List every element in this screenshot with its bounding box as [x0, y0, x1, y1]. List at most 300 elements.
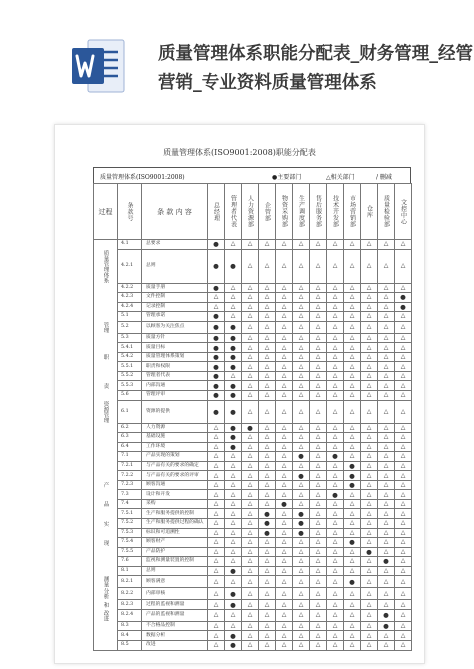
related-department-mark: △	[327, 333, 344, 343]
related-department-mark: △	[225, 240, 242, 250]
related-department-mark: △	[378, 333, 395, 343]
related-department-mark: △	[276, 621, 293, 631]
related-department-mark: △	[276, 433, 293, 443]
related-department-mark: △	[276, 461, 293, 471]
related-department-mark: △	[293, 293, 310, 303]
related-department-mark: △	[395, 240, 412, 250]
process-cell	[94, 471, 118, 481]
related-department-mark: △	[242, 588, 259, 600]
related-department-mark: △	[361, 352, 378, 362]
main-department-mark: ●	[225, 423, 242, 433]
related-department-mark: △	[378, 480, 395, 490]
department-header: 总经理	[208, 184, 225, 240]
related-department-mark: △	[293, 557, 310, 567]
main-department-mark: ●	[344, 576, 361, 588]
clause-content: 内部审核	[142, 588, 208, 600]
related-department-mark: △	[378, 499, 395, 509]
table-row	[94, 452, 412, 462]
related-department-mark: △	[259, 240, 276, 250]
related-department-mark: △	[395, 609, 412, 621]
main-department-mark: ●	[208, 391, 225, 401]
main-department-mark: ●	[395, 302, 412, 312]
main-department-mark: ●	[225, 391, 242, 401]
related-department-mark: △	[208, 621, 225, 631]
related-department-mark: △	[293, 381, 310, 391]
related-department-mark: △	[310, 333, 327, 343]
related-department-mark: △	[259, 381, 276, 391]
clause-number: 7.5.4	[118, 538, 142, 548]
related-department-mark: △	[242, 480, 259, 490]
related-department-mark: △	[378, 362, 395, 372]
department-header: 物资采购部	[276, 184, 293, 240]
related-department-mark: △	[293, 371, 310, 381]
related-department-mark: △	[344, 621, 361, 631]
related-department-mark: △	[293, 490, 310, 500]
related-department-mark: △	[378, 547, 395, 557]
table-row	[94, 588, 412, 600]
related-department-mark: △	[361, 609, 378, 621]
legend-row	[93, 167, 411, 183]
related-department-mark: △	[259, 312, 276, 322]
main-department-mark: ●	[378, 557, 395, 567]
related-department-mark: △	[259, 343, 276, 353]
related-department-mark: △	[327, 293, 344, 303]
related-department-mark: △	[310, 499, 327, 509]
related-department-mark: △	[327, 576, 344, 588]
related-department-mark: △	[310, 609, 327, 621]
legend-cut: / 删减	[376, 174, 392, 181]
related-department-mark: △	[242, 528, 259, 538]
clause-number: 8.2.2	[118, 588, 142, 600]
related-department-mark: △	[293, 588, 310, 600]
header-row	[94, 184, 412, 240]
related-department-mark: △	[378, 249, 395, 283]
related-department-mark: △	[276, 442, 293, 452]
related-department-mark: △	[395, 452, 412, 462]
related-department-mark: △	[276, 302, 293, 312]
related-department-mark: △	[276, 600, 293, 610]
related-department-mark: △	[293, 600, 310, 610]
related-department-mark: △	[276, 557, 293, 567]
related-department-mark: △	[395, 381, 412, 391]
main-department-mark: ●	[208, 371, 225, 381]
main-department-mark: ●	[293, 452, 310, 462]
word-document-icon	[68, 36, 128, 96]
related-department-mark: △	[327, 343, 344, 353]
main-department-mark: ●	[225, 249, 242, 283]
clause-number: 8.2.1	[118, 576, 142, 588]
department-header: 技术开发部	[327, 184, 344, 240]
clause-content: 内部沟通	[142, 381, 208, 391]
related-department-mark: △	[395, 371, 412, 381]
table-row	[94, 547, 412, 557]
related-department-mark: △	[259, 333, 276, 343]
related-department-mark: △	[310, 362, 327, 372]
legend-system: 质量管理体系(ISO9001:2008)	[100, 174, 185, 181]
main-department-mark: ●	[208, 321, 225, 333]
process-cell: 质量管理体系	[94, 249, 118, 283]
related-department-mark: △	[225, 471, 242, 481]
related-department-mark: △	[293, 621, 310, 631]
process-cell: 测量	[94, 576, 118, 588]
main-department-mark: ●	[378, 609, 395, 621]
related-department-mark: △	[225, 557, 242, 567]
related-department-mark: △	[293, 391, 310, 401]
related-department-mark: △	[310, 547, 327, 557]
related-department-mark: △	[225, 509, 242, 519]
related-department-mark: △	[310, 321, 327, 333]
related-department-mark: △	[242, 557, 259, 567]
clause-content: 产品防护	[142, 547, 208, 557]
related-department-mark: △	[361, 600, 378, 610]
clause-number: 7.4	[118, 499, 142, 509]
related-department-mark: △	[242, 576, 259, 588]
related-department-mark: △	[395, 576, 412, 588]
related-department-mark: △	[361, 461, 378, 471]
related-department-mark: △	[259, 321, 276, 333]
clause-content: 质量目标	[142, 343, 208, 353]
related-department-mark: △	[242, 400, 259, 423]
related-department-mark: △	[361, 343, 378, 353]
process-cell: 品	[94, 499, 118, 509]
related-department-mark: △	[327, 362, 344, 372]
related-department-mark: △	[293, 333, 310, 343]
legend-main: ●主要部门	[272, 174, 302, 181]
department-header: 管理者代表	[225, 184, 242, 240]
related-department-mark: △	[327, 480, 344, 490]
clause-content: 人力资源	[142, 423, 208, 433]
main-department-mark: ●	[225, 442, 242, 452]
clause-number: 6.2	[118, 423, 142, 433]
table-row	[94, 528, 412, 538]
clause-number: 7.3	[118, 490, 142, 500]
related-department-mark: △	[293, 400, 310, 423]
related-department-mark: △	[327, 321, 344, 333]
related-department-mark: △	[361, 490, 378, 500]
table-row	[94, 433, 412, 443]
related-department-mark: △	[276, 528, 293, 538]
related-department-mark: △	[276, 312, 293, 322]
related-department-mark: △	[395, 283, 412, 293]
related-department-mark: △	[276, 321, 293, 333]
process-cell: 资源管理	[94, 400, 118, 423]
clause-number: 7.5.1	[118, 509, 142, 519]
main-department-mark: ●	[225, 362, 242, 372]
related-department-mark: △	[242, 442, 259, 452]
related-department-mark: △	[310, 631, 327, 641]
related-department-mark: △	[259, 433, 276, 443]
clause-content: 顾客沟通	[142, 480, 208, 490]
related-department-mark: △	[361, 509, 378, 519]
related-department-mark: △	[310, 480, 327, 490]
table-row	[94, 249, 412, 283]
related-department-mark: △	[242, 538, 259, 548]
clause-content: 总则	[142, 566, 208, 576]
clause-number: 5.5.1	[118, 362, 142, 372]
related-department-mark: △	[378, 452, 395, 462]
clause-number: 5.5.3	[118, 381, 142, 391]
related-department-mark: △	[361, 362, 378, 372]
related-department-mark: △	[378, 352, 395, 362]
related-department-mark: △	[310, 461, 327, 471]
main-department-mark: ●	[259, 528, 276, 538]
related-department-mark: △	[225, 576, 242, 588]
related-department-mark: △	[293, 499, 310, 509]
table-row	[94, 343, 412, 353]
related-department-mark: △	[344, 640, 361, 650]
related-department-mark: △	[259, 352, 276, 362]
related-department-mark: △	[327, 249, 344, 283]
table-row	[94, 499, 412, 509]
related-department-mark: △	[361, 631, 378, 641]
main-department-mark: ●	[378, 621, 395, 631]
related-department-mark: △	[310, 302, 327, 312]
related-department-mark: △	[395, 480, 412, 490]
related-department-mark: △	[225, 312, 242, 322]
related-department-mark: △	[310, 400, 327, 423]
related-department-mark: △	[259, 640, 276, 650]
related-department-mark: △	[395, 423, 412, 433]
clause-number: 5.4.1	[118, 343, 142, 353]
main-department-mark: ●	[225, 352, 242, 362]
clause-content: 改进	[142, 640, 208, 650]
related-department-mark: △	[276, 240, 293, 250]
related-department-mark: △	[361, 566, 378, 576]
process-cell: 现	[94, 538, 118, 548]
main-department-mark: ●	[327, 490, 344, 500]
department-header: 仓库	[361, 184, 378, 240]
related-department-mark: △	[293, 576, 310, 588]
related-department-mark: △	[378, 312, 395, 322]
related-department-mark: △	[378, 600, 395, 610]
clause-number: 7.2.2	[118, 471, 142, 481]
related-department-mark: △	[327, 471, 344, 481]
related-department-mark: △	[395, 528, 412, 538]
related-department-mark: △	[310, 600, 327, 610]
related-department-mark: △	[327, 519, 344, 529]
related-department-mark: △	[378, 566, 395, 576]
department-header: 企管部	[259, 184, 276, 240]
related-department-mark: △	[395, 519, 412, 529]
related-department-mark: △	[259, 362, 276, 372]
related-department-mark: △	[276, 490, 293, 500]
related-department-mark: △	[344, 352, 361, 362]
process-cell	[94, 509, 118, 519]
related-department-mark: △	[225, 547, 242, 557]
related-department-mark: △	[378, 433, 395, 443]
related-department-mark: △	[225, 293, 242, 303]
main-department-mark: ●	[361, 547, 378, 557]
related-department-mark: △	[361, 576, 378, 588]
related-department-mark: △	[361, 333, 378, 343]
related-department-mark: △	[242, 293, 259, 303]
related-department-mark: △	[242, 640, 259, 650]
main-department-mark: ●	[225, 381, 242, 391]
related-department-mark: △	[259, 631, 276, 641]
related-department-mark: △	[378, 400, 395, 423]
clause-content: 以顾客为关注焦点	[142, 321, 208, 333]
table-row	[94, 240, 412, 250]
department-header: 质量检验部	[378, 184, 395, 240]
related-department-mark: △	[310, 566, 327, 576]
related-department-mark: △	[395, 557, 412, 567]
related-department-mark: △	[242, 631, 259, 641]
process-cell	[94, 631, 118, 641]
process-header: 过程	[94, 184, 118, 240]
process-cell	[94, 333, 118, 343]
related-department-mark: △	[344, 609, 361, 621]
main-department-mark: ●	[208, 312, 225, 322]
clause-content: 顾客满意	[142, 576, 208, 588]
clause-number: 7.5.2	[118, 519, 142, 529]
clause-content: 生产和服务提供过程的确认	[142, 519, 208, 529]
clause-content: 不合格品控制	[142, 621, 208, 631]
related-department-mark: △	[225, 461, 242, 471]
related-department-mark: △	[395, 321, 412, 333]
related-department-mark: △	[310, 557, 327, 567]
related-department-mark: △	[361, 588, 378, 600]
clause-content: 总要求	[142, 240, 208, 250]
related-department-mark: △	[259, 600, 276, 610]
related-department-mark: △	[344, 631, 361, 641]
related-department-mark: △	[344, 400, 361, 423]
matrix-body	[94, 240, 412, 651]
related-department-mark: △	[344, 423, 361, 433]
process-cell: 改进	[94, 609, 118, 621]
related-department-mark: △	[395, 621, 412, 631]
process-cell	[94, 362, 118, 372]
related-department-mark: △	[344, 293, 361, 303]
process-cell: 管理	[94, 321, 118, 333]
related-department-mark: △	[242, 302, 259, 312]
clause-number: 7.5.3	[118, 528, 142, 538]
clause-header: 条款号	[118, 184, 142, 240]
related-department-mark: △	[293, 362, 310, 372]
related-department-mark: △	[259, 499, 276, 509]
related-department-mark: △	[310, 343, 327, 353]
clause-number: 4.1	[118, 240, 142, 250]
related-department-mark: △	[276, 640, 293, 650]
process-cell	[94, 302, 118, 312]
main-department-mark: ●	[225, 566, 242, 576]
related-department-mark: △	[310, 371, 327, 381]
process-cell	[94, 566, 118, 576]
related-department-mark: △	[327, 499, 344, 509]
table-row	[94, 631, 412, 641]
clause-number: 6.1	[118, 400, 142, 423]
process-cell	[94, 557, 118, 567]
related-department-mark: △	[361, 557, 378, 567]
clause-number: 7.2.1	[118, 461, 142, 471]
related-department-mark: △	[276, 293, 293, 303]
clause-content: 质量手册	[142, 283, 208, 293]
department-header: 人力资源部	[242, 184, 259, 240]
related-department-mark: △	[378, 588, 395, 600]
related-department-mark: △	[310, 452, 327, 462]
related-department-mark: △	[208, 423, 225, 433]
related-department-mark: △	[327, 631, 344, 641]
related-department-mark: △	[242, 343, 259, 353]
related-department-mark: △	[344, 312, 361, 322]
main-department-mark: ●	[276, 499, 293, 509]
related-department-mark: △	[208, 631, 225, 641]
clause-content: 数据分析	[142, 631, 208, 641]
related-department-mark: △	[276, 249, 293, 283]
clause-content: 总则	[142, 249, 208, 283]
related-department-mark: △	[225, 490, 242, 500]
related-department-mark: △	[225, 480, 242, 490]
clause-number: 5.2	[118, 321, 142, 333]
related-department-mark: △	[327, 442, 344, 452]
related-department-mark: △	[344, 343, 361, 353]
clause-content: 标识和可追溯性	[142, 528, 208, 538]
table-title: 质量管理体系(ISO9001:2008)职能分配表	[163, 148, 316, 157]
related-department-mark: △	[395, 433, 412, 443]
clause-number: 5.5.2	[118, 371, 142, 381]
related-department-mark: △	[344, 371, 361, 381]
related-department-mark: △	[344, 442, 361, 452]
related-department-mark: △	[310, 249, 327, 283]
main-department-mark: ●	[293, 471, 310, 481]
function-matrix-table	[93, 183, 412, 651]
related-department-mark: △	[242, 333, 259, 343]
related-department-mark: △	[327, 423, 344, 433]
process-cell	[94, 547, 118, 557]
related-department-mark: △	[378, 283, 395, 293]
related-department-mark: △	[361, 442, 378, 452]
clause-number: 7.2.3	[118, 480, 142, 490]
related-department-mark: △	[344, 433, 361, 443]
related-department-mark: △	[242, 547, 259, 557]
related-department-mark: △	[293, 480, 310, 490]
related-department-mark: △	[293, 442, 310, 452]
related-department-mark: △	[327, 240, 344, 250]
clause-content: 产品实现的策划	[142, 452, 208, 462]
related-department-mark: △	[276, 333, 293, 343]
related-department-mark: △	[242, 490, 259, 500]
main-department-mark: ●	[293, 519, 310, 529]
related-department-mark: △	[293, 538, 310, 548]
main-department-mark: ●	[293, 528, 310, 538]
related-department-mark: △	[344, 391, 361, 401]
related-department-mark: △	[395, 490, 412, 500]
related-department-mark: △	[395, 538, 412, 548]
clause-number: 8.2.3	[118, 600, 142, 610]
table-row	[94, 519, 412, 529]
related-department-mark: △	[378, 293, 395, 303]
clause-content: 与产品有关的要求的确定	[142, 461, 208, 471]
related-department-mark: △	[242, 240, 259, 250]
table-row	[94, 321, 412, 333]
related-department-mark: △	[208, 538, 225, 548]
related-department-mark: △	[327, 352, 344, 362]
clause-content: 设计和开发	[142, 490, 208, 500]
related-department-mark: △	[276, 519, 293, 529]
related-department-mark: △	[344, 588, 361, 600]
main-department-mark: ●	[225, 343, 242, 353]
related-department-mark: △	[259, 557, 276, 567]
related-department-mark: △	[276, 283, 293, 293]
related-department-mark: △	[208, 640, 225, 650]
document-page	[54, 124, 425, 664]
related-department-mark: △	[361, 433, 378, 443]
related-department-mark: △	[327, 557, 344, 567]
process-cell	[94, 343, 118, 353]
related-department-mark: △	[276, 343, 293, 353]
related-department-mark: △	[395, 640, 412, 650]
related-department-mark: △	[208, 442, 225, 452]
process-cell	[94, 240, 118, 250]
